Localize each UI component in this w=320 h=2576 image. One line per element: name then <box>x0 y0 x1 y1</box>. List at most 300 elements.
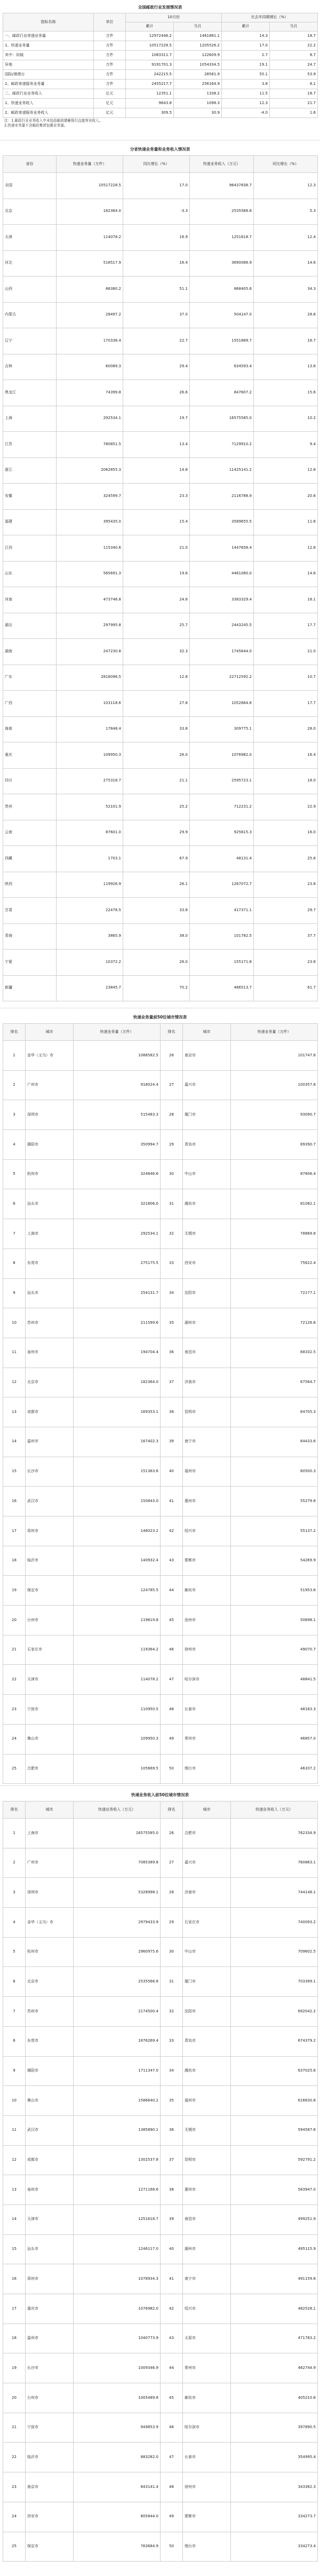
province-name: 云南 <box>3 820 57 846</box>
rank-cell: 36 <box>161 2115 183 2145</box>
province-name: 河南 <box>3 587 57 613</box>
cumulative-value: 12351.1 <box>126 89 174 99</box>
city-name: 深圳市 <box>26 1878 74 1908</box>
revenue-growth: 16.0 <box>254 820 318 846</box>
province-name: 海南 <box>3 716 57 742</box>
volume-value: 124785.5 <box>74 1576 161 1606</box>
province-row <box>3 923 318 950</box>
province-row <box>3 950 318 976</box>
revenue-value: 486513.7 <box>190 975 254 1001</box>
rank-cell: 20 <box>3 2383 26 2413</box>
rank-cell: 16 <box>3 2264 26 2294</box>
revenue-value: 1040773.9 <box>74 2324 161 2353</box>
ranking-row <box>3 1427 318 1457</box>
city-name: 临沂市 <box>26 1546 74 1576</box>
header-revenue: 快递业务收入（万元） <box>74 1801 161 1819</box>
rank-cell: 26 <box>161 1819 183 1848</box>
rank-cell: 32 <box>161 1219 183 1249</box>
rank-cell: 50 <box>161 2532 183 2562</box>
volume-value: 109950.3 <box>57 742 123 769</box>
revenue-value: 7129910.2 <box>190 432 254 458</box>
revenue-value: 1005489.8 <box>74 2383 161 2413</box>
revenue-value: 354995.4 <box>231 2443 318 2472</box>
rank-cell: 35 <box>161 1308 183 1338</box>
cumulative-value: 9643.8 <box>126 99 174 108</box>
revenue-growth: 17.7 <box>254 691 318 717</box>
province-row <box>3 665 318 691</box>
province-row <box>3 975 318 1001</box>
rank-cell: 45 <box>161 2383 183 2413</box>
table-row <box>3 41 318 51</box>
revenue-value: 3383329.4 <box>190 587 254 613</box>
ranking-row <box>3 2204 318 2234</box>
revenue-growth: 16.7 <box>254 328 318 354</box>
volume-value: 105669.5 <box>74 1754 161 1784</box>
ranking-row <box>3 1041 318 1071</box>
ranking-row <box>3 1724 318 1754</box>
rank-cell: 17 <box>3 1516 26 1546</box>
growth-cumulative: 19.1 <box>222 60 270 70</box>
volume-growth: 17.0 <box>123 173 190 199</box>
city-name: 福州市 <box>183 1457 231 1487</box>
revenue-value: 868405.6 <box>190 276 254 303</box>
revenue-value: 1076982.0 <box>190 742 254 769</box>
rank-cell: 34 <box>161 2056 183 2086</box>
ranking-row <box>3 1368 318 1397</box>
revenue-growth: 13.6 <box>254 354 318 380</box>
growth-month: 24.7 <box>270 60 318 70</box>
province-row <box>3 302 318 328</box>
province-row <box>3 276 318 303</box>
province-name: 安徽 <box>3 484 57 510</box>
province-name: 吉林 <box>3 354 57 380</box>
volume-growth: 51.1 <box>123 276 190 303</box>
revenue-value: 462744.9 <box>231 2353 318 2383</box>
province-row <box>3 328 318 354</box>
header-month-group: 10月份 <box>126 13 222 22</box>
volume-value: 23845.7 <box>57 975 123 1001</box>
rank-cell: 13 <box>3 2175 26 2205</box>
city-name: 石家庄市 <box>183 1908 231 1938</box>
growth-month: 21.7 <box>270 99 318 108</box>
revenue-value: 2979433.9 <box>74 1908 161 1938</box>
city-name: 常州市 <box>183 1724 231 1754</box>
volume-value: 64433.6 <box>231 1427 318 1457</box>
city-name: 武汉市 <box>26 1487 74 1516</box>
revenue-growth: 10.7 <box>254 665 318 691</box>
city-name: 临沂市 <box>26 2443 74 2472</box>
rank-cell: 41 <box>161 1487 183 1516</box>
volume-value: 350994.7 <box>74 1130 161 1160</box>
ranking-row <box>3 2115 318 2145</box>
volume-growth: 14.8 <box>123 457 190 484</box>
ranking-row <box>3 2234 318 2264</box>
volume-value: 46857.0 <box>231 1724 318 1754</box>
rank-cell: 19 <box>3 1576 26 1606</box>
growth-cumulative: -4.0 <box>222 108 270 118</box>
city-name: 绍兴市 <box>183 1516 231 1546</box>
revenue-growth: 28.0 <box>254 716 318 742</box>
ranking-row <box>3 2413 318 2443</box>
city-name: 沈阳市 <box>183 1997 231 2027</box>
city-name: 揭阳市 <box>26 1130 74 1160</box>
growth-cumulative: 17.0 <box>222 41 270 51</box>
province-row <box>3 820 318 846</box>
volume-value: 64705.3 <box>231 1397 318 1427</box>
revenue-value: 155171.8 <box>190 950 254 976</box>
city-name: 潍坊市 <box>183 2056 231 2086</box>
ranking-row <box>3 1189 318 1219</box>
revenue-value: 1267072.7 <box>190 872 254 898</box>
ranking-row <box>3 1249 318 1278</box>
volume-value: 194704.4 <box>74 1338 161 1368</box>
growth-month: 8.7 <box>270 51 318 60</box>
volume-growth: 26.1 <box>123 872 190 898</box>
revenue-value: 1447658.4 <box>190 535 254 562</box>
rank-cell: 35 <box>161 2086 183 2116</box>
revenue-growth: 12.8 <box>254 457 318 484</box>
volume-growth: 19.6 <box>123 561 190 587</box>
rank-cell: 41 <box>161 2264 183 2294</box>
rank-cell: 29 <box>161 1908 183 1938</box>
note-line: 2.快递业务量不含邮政集团包裹业务量。 <box>4 123 68 128</box>
city-name: 无锡市 <box>183 1219 231 1249</box>
month-value: 1461881.1 <box>174 31 222 41</box>
table-row <box>3 51 318 60</box>
revenue-growth: 28.6 <box>254 302 318 328</box>
volume-value: 100357.8 <box>231 1070 318 1100</box>
rank-cell: 33 <box>161 2026 183 2056</box>
revenue-value: 2535566.8 <box>190 199 254 225</box>
volume-growth: 37.0 <box>123 302 190 328</box>
volume-value: 119364.2 <box>74 1635 161 1665</box>
revenue-growth: 15.6 <box>254 380 318 406</box>
rank-cell: 7 <box>3 1997 26 2027</box>
ranking-row <box>3 2056 318 2086</box>
volume-value: 292534.1 <box>74 1219 161 1249</box>
volume-value: 140932.4 <box>74 1546 161 1576</box>
volume-growth: 70.2 <box>123 975 190 1001</box>
city-name: 济南市 <box>183 1368 231 1397</box>
province-row <box>3 354 318 380</box>
header-city: 城市 <box>183 1801 231 1819</box>
volume-value: 88380.2 <box>57 276 123 303</box>
province-row <box>3 587 318 613</box>
rank-cell: 4 <box>3 1130 26 1160</box>
city-name: 成都市 <box>26 1397 74 1427</box>
header-indicator: 指标名称 <box>3 13 94 31</box>
city-name: 邯郸市 <box>183 2502 231 2532</box>
indicator-name: 1、快递业务收入 <box>3 99 94 108</box>
city-name: 郑州市 <box>26 1516 74 1546</box>
province-row <box>3 457 318 484</box>
volume-value: 150843.0 <box>74 1487 161 1516</box>
rank-cell: 12 <box>3 1368 26 1397</box>
city-name: 昆明市 <box>183 1397 231 1427</box>
ranking-row <box>3 1967 318 1997</box>
indicator-name: 2、邮政寄递服务业务收入 <box>3 108 94 118</box>
volume-growth: 12.8 <box>123 665 190 691</box>
unit-cell: 万件 <box>94 60 126 70</box>
city-name: 嘉兴市 <box>183 1848 231 1878</box>
rank-cell: 14 <box>3 2204 26 2234</box>
revenue-value: 397890.5 <box>231 2413 318 2443</box>
ranking-row <box>3 1848 318 1878</box>
revenue-growth: 61.7 <box>254 975 318 1001</box>
volume-value: 22478.5 <box>57 898 123 924</box>
province-name: 贵州 <box>3 794 57 820</box>
city-name: 中山市 <box>183 1159 231 1189</box>
city-name: 宁波市 <box>26 1695 74 1725</box>
province-row <box>3 742 318 769</box>
province-name: 江西 <box>3 535 57 562</box>
ranking-row <box>3 2472 318 2502</box>
revenue-value: 2960975.6 <box>74 1937 161 1967</box>
volume-growth: -3.3 <box>123 199 190 225</box>
unit-cell: 万件 <box>94 70 126 80</box>
volume-value: 60500.3 <box>231 1457 318 1487</box>
rank-cell: 2 <box>3 1070 26 1100</box>
city-name: 惠州市 <box>183 1487 231 1516</box>
volume-growth: 32.3 <box>123 639 190 665</box>
volume-growth: 24.6 <box>123 587 190 613</box>
province-name: 辽宁 <box>3 328 57 354</box>
city-name: 福州市 <box>183 2086 231 2116</box>
ranking-row <box>3 2502 318 2532</box>
city-name: 佛山市 <box>26 2086 74 2116</box>
city-name: 汕头市 <box>26 1189 74 1219</box>
rank-cell: 42 <box>161 1516 183 1546</box>
revenue-value: 16575585.0 <box>74 1819 161 1848</box>
table-row <box>3 70 318 80</box>
revenue-value: 1586640.2 <box>74 2086 161 2116</box>
revenue-value: 1052864.6 <box>190 691 254 717</box>
province-row <box>3 613 318 639</box>
city-name: 金华（义乌）市 <box>26 1041 74 1071</box>
province-name: 新疆 <box>3 975 57 1001</box>
city-name: 嘉兴市 <box>183 1070 231 1100</box>
header-cumulative: 累计 <box>126 22 174 31</box>
rank-cell: 6 <box>3 1189 26 1219</box>
rank-cell: 27 <box>161 1848 183 1878</box>
revenue-value: 763684.9 <box>74 2532 161 2562</box>
city-name: 西安市 <box>183 1249 231 1278</box>
rank-cell: 30 <box>161 1159 183 1189</box>
city-name: 揭阳市 <box>26 2056 74 2086</box>
volume-value: 48183.3 <box>231 1695 318 1725</box>
province-name: 北京 <box>3 199 57 225</box>
province-name: 福建 <box>3 509 57 535</box>
ranking-row <box>3 1100 318 1130</box>
volume-value: 473746.8 <box>57 587 123 613</box>
month-value: 30.9 <box>174 108 222 118</box>
rank-cell: 47 <box>161 2443 183 2472</box>
revenue-growth: 11.6 <box>254 509 318 535</box>
revenue-value: 760863.1 <box>231 1848 318 1878</box>
volume-value: 103118.6 <box>57 691 123 717</box>
province-name: 甘肃 <box>3 898 57 924</box>
city-name: 杭州市 <box>26 1937 74 1967</box>
city-name: 石家庄市 <box>26 1635 74 1665</box>
revenue-value: 4461080.0 <box>190 561 254 587</box>
city-name: 上海市 <box>26 1819 74 1848</box>
rank-cell: 5 <box>3 1159 26 1189</box>
revenue-value: 491159.8 <box>231 2264 318 2294</box>
volume-value: 119619.8 <box>74 1606 161 1635</box>
ranking-row <box>3 2026 318 2056</box>
rank-cell: 31 <box>161 1967 183 1997</box>
rank-cell: 14 <box>3 1427 26 1457</box>
city-name: 泉州市 <box>26 2175 74 2205</box>
city-name: 宁波市 <box>26 2413 74 2443</box>
revenue-value: 11425141.2 <box>190 457 254 484</box>
volume-growth: 15.4 <box>123 509 190 535</box>
city-name: 成都市 <box>26 2145 74 2175</box>
ranking-row <box>3 1695 318 1725</box>
revenue-value: 843141.4 <box>74 2472 161 2502</box>
province-row <box>3 561 318 587</box>
cumulative-value: 9191701.3 <box>126 60 174 70</box>
rank-cell: 49 <box>161 2502 183 2532</box>
revenue-value: 1076982.0 <box>74 2294 161 2324</box>
province-name: 宁夏 <box>3 950 57 976</box>
province-row <box>3 898 318 924</box>
month-value: 28581.9 <box>174 70 222 80</box>
rank-cell: 22 <box>3 2443 26 2472</box>
rank-cell: 15 <box>3 2234 26 2264</box>
indicator-name: 其中：同城 <box>3 51 94 60</box>
volume-growth: 19.7 <box>123 406 190 432</box>
revenue-growth: 21.0 <box>254 639 318 665</box>
rank-cell: 21 <box>3 1635 26 1665</box>
table-row <box>3 31 318 41</box>
growth-cumulative: 14.3 <box>222 31 270 41</box>
volume-growth: 25.7 <box>123 613 190 639</box>
table1-notes <box>4 118 102 128</box>
revenue-growth: 10.2 <box>254 406 318 432</box>
rank-cell: 26 <box>161 1041 183 1071</box>
revenue-growth: 37.7 <box>254 923 318 950</box>
rank-cell: 43 <box>161 2324 183 2353</box>
revenue-value: 1271168.6 <box>74 2175 161 2205</box>
header-current-month: 当月 <box>174 22 222 31</box>
header-rank: 排名 <box>3 1801 26 1819</box>
volume-value: 1703.1 <box>57 846 123 872</box>
volume-value: 211599.6 <box>74 1308 161 1338</box>
revenue-value: 1251618.7 <box>74 2204 161 2234</box>
growth-month: 22.2 <box>270 41 318 51</box>
unit-cell: 亿元 <box>94 89 126 99</box>
city-name: 惠州市 <box>183 2175 231 2205</box>
volume-value: 247230.8 <box>57 639 123 665</box>
header-volume: 快递业务量（万件） <box>57 156 123 173</box>
rank-cell: 43 <box>161 1546 183 1576</box>
province-row <box>3 535 318 562</box>
cumulative-value: 2455217.7 <box>126 80 174 89</box>
rank-cell: 6 <box>3 1967 26 1997</box>
volume-value: 395435.0 <box>57 509 123 535</box>
cumulative-value: 242215.5 <box>126 70 174 80</box>
city-volume-table <box>3 1023 318 1784</box>
rank-cell: 18 <box>3 2324 26 2353</box>
volume-value: 51953.6 <box>231 1576 318 1606</box>
growth-month: 8.1 <box>270 80 318 89</box>
city-name: 南昌市 <box>183 2204 231 2234</box>
city-name: 苏州市 <box>26 1308 74 1338</box>
rank-cell: 30 <box>161 1937 183 1967</box>
province-row <box>3 639 318 665</box>
volume-value: 170336.4 <box>57 328 123 354</box>
rank-cell: 47 <box>161 1665 183 1695</box>
header-unit: 单位 <box>94 13 126 31</box>
note-line: 注：1.邮政行业业务收入中未包括邮政储蓄银行直接营业收入。 <box>4 118 103 123</box>
volume-value: 151363.6 <box>74 1457 161 1487</box>
volume-growth: 29.9 <box>123 820 190 846</box>
volume-growth: 67.9 <box>123 846 190 872</box>
rank-cell: 49 <box>161 1724 183 1754</box>
growth-cumulative: 11.5 <box>222 89 270 99</box>
volume-value: 321606.0 <box>74 1189 161 1219</box>
province-name: 上海 <box>3 406 57 432</box>
rank-cell: 13 <box>3 1397 26 1427</box>
rank-cell: 29 <box>161 1130 183 1160</box>
revenue-value: 949853.9 <box>74 2413 161 2443</box>
revenue-value: 2116788.9 <box>190 484 254 510</box>
city-name: 南京市 <box>26 2472 74 2502</box>
city-name: 合肥市 <box>183 1819 231 1848</box>
revenue-value: 2535566.8 <box>74 1967 161 1997</box>
revenue-value: 2595723.1 <box>190 768 254 794</box>
table-row <box>3 108 318 118</box>
province-name: 陕西 <box>3 872 57 898</box>
city-name: 湖州市 <box>183 2234 231 2264</box>
volume-growth: 22.7 <box>123 328 190 354</box>
table-row <box>3 99 318 108</box>
rank-cell: 32 <box>161 1997 183 2027</box>
volume-value: 119926.9 <box>57 872 123 898</box>
revenue-value: 703399.1 <box>231 1967 318 1997</box>
month-value: 122609.9 <box>174 51 222 60</box>
revenue-value: 101782.5 <box>190 923 254 950</box>
volume-value: 17848.4 <box>57 716 123 742</box>
rank-cell: 27 <box>161 1070 183 1100</box>
volume-value: 167402.3 <box>74 1427 161 1457</box>
city-name: 南宁市 <box>183 2264 231 2294</box>
volume-value: 89390.7 <box>231 1130 318 1160</box>
revenue-value: 495115.9 <box>231 2234 318 2264</box>
volume-value: 182364.0 <box>74 1368 161 1397</box>
rank-cell: 9 <box>3 2056 26 2086</box>
volume-value: 50698.1 <box>231 1606 318 1635</box>
city-name: 湖州市 <box>183 1308 231 1338</box>
volume-value: 297995.8 <box>57 613 123 639</box>
province-name: 西藏 <box>3 846 57 872</box>
province-name: 江苏 <box>3 432 57 458</box>
volume-value: 275318.7 <box>57 768 123 794</box>
revenue-value: 744148.1 <box>231 1878 318 1908</box>
volume-value: 515483.3 <box>74 1100 161 1130</box>
revenue-value: 482528.1 <box>231 2294 318 2324</box>
indicator-name: 国际/港澳台 <box>3 70 94 80</box>
province-name: 内蒙古 <box>3 302 57 328</box>
city-name: 常州市 <box>183 2353 231 2383</box>
rank-cell: 39 <box>161 1427 183 1457</box>
province-name: 天津 <box>3 225 57 251</box>
rank-cell: 23 <box>3 1695 26 1725</box>
revenue-value: 1302537.8 <box>74 2145 161 2175</box>
volume-value: 68332.5 <box>231 1338 318 1368</box>
header-rank: 排名 <box>161 1024 183 1041</box>
